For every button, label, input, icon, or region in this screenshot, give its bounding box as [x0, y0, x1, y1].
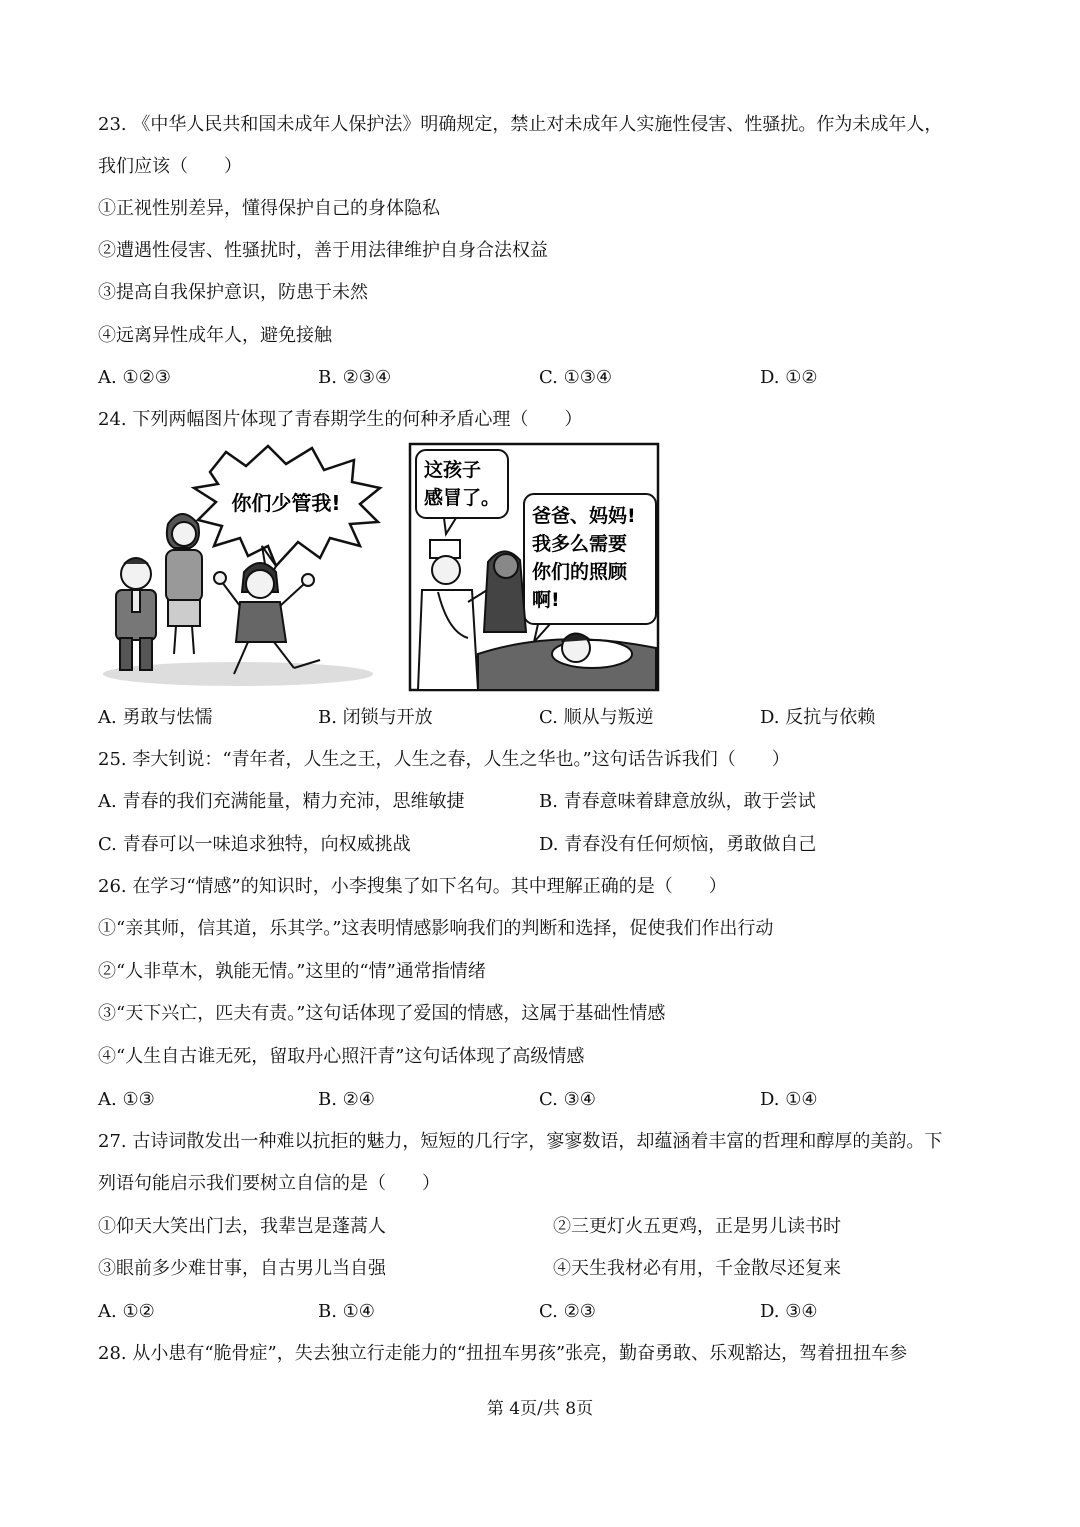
q25-stem: 25. 李大钊说：“青年者，人生之王，人生之春，人生之华也。”这句话告诉我们（ ）	[98, 749, 790, 770]
q23-stem-line1: 23. 《中华人民共和国未成年人保护法》明确规定，禁止对未成年人实施性侵害、性骚扰。作为未成年人，	[98, 114, 943, 135]
q23-item-4: ④远离异性成年人，避免接触	[98, 325, 332, 346]
q24-option-b: B. 闭锁与开放	[318, 707, 433, 728]
q26-option-a: A. ①③	[98, 1089, 155, 1110]
q25-option-c: C. 青春可以一味追求独特，向权威挑战	[98, 834, 411, 855]
q26-item-4: ④“人生自古谁无死，留取丹心照汗青”这句话体现了高级情感	[98, 1046, 585, 1067]
cartoon-right-image	[408, 442, 660, 692]
q23-item-3: ③提高自我保护意识，防患于未然	[98, 282, 368, 303]
q27-option-c: C. ②③	[539, 1301, 596, 1322]
q24-option-a: A. 勇敢与怯懦	[98, 707, 213, 728]
q26-option-d: D. ①④	[760, 1089, 818, 1110]
q27-option-a: A. ①②	[98, 1301, 155, 1322]
q23-option-d: D. ①②	[760, 367, 818, 388]
cartoon-right-child-line3: 你们的照顾	[532, 561, 628, 583]
q25-option-a: A. 青春的我们充满能量，精力充沛，思维敏捷	[98, 791, 465, 812]
q24-option-d: D. 反抗与依赖	[760, 707, 876, 728]
q27-item-4: ④天生我材必有用，千金散尽还复来	[553, 1258, 841, 1279]
cartoon-right-doctor-line2: 感冒了。	[424, 487, 501, 509]
page-footer: 第 4页/共 8页	[486, 1399, 594, 1419]
q28-stem-line1: 28. 从小患有“脆骨症”，失去独立行走能力的“扭扭车男孩”张亮，勤奋勇敢、乐观豁达，驾着扭扭车参	[98, 1343, 908, 1364]
q27-item-3: ③眼前多少难甘事，自古男儿当自强	[98, 1258, 386, 1279]
q26-item-2: ②“人非草木，孰能无情。”这里的“情”通常指情绪	[98, 961, 486, 982]
q27-item-2: ②三更灯火五更鸡，正是男儿读书时	[553, 1216, 841, 1237]
q26-option-b: B. ②④	[318, 1089, 375, 1110]
q26-option-c: C. ③④	[539, 1089, 596, 1110]
q24-option-c: C. 顺从与叛逆	[539, 707, 654, 728]
q23-stem-line2: 我们应该（ ）	[98, 156, 242, 177]
cartoon-left-image	[98, 442, 388, 692]
q27-option-b: B. ①④	[318, 1301, 375, 1322]
q26-item-3: ③“天下兴亡，匹夫有责。”这句话体现了爱国的情感，这属于基础性情感	[98, 1003, 666, 1024]
q27-option-d: D. ③④	[760, 1301, 818, 1322]
q27-stem-line2: 列语句能启示我们要树立自信的是（ ）	[98, 1173, 440, 1194]
cartoon-right-child-line1: 爸爸、妈妈!	[532, 505, 636, 527]
q23-item-2: ②遭遇性侵害、性骚扰时，善于用法律维护自身合法权益	[98, 240, 548, 261]
q23-item-1: ①正视性别差异，懂得保护自己的身体隐私	[98, 198, 440, 219]
q24-stem: 24. 下列两幅图片体现了青春期学生的何种矛盾心理（ ）	[98, 409, 583, 430]
q27-item-1: ①仰天大笑出门去，我辈岂是蓬蒿人	[98, 1216, 386, 1237]
q26-item-1: ①“亲其师，信其道，乐其学。”这表明情感影响我们的判断和选择，促使我们作出行动	[98, 918, 774, 939]
q25-option-d: D. 青春没有任何烦恼，勇敢做自己	[539, 834, 817, 855]
q26-stem: 26. 在学习“情感”的知识时，小李搜集了如下名句。其中理解正确的是（ ）	[98, 876, 727, 897]
q23-option-a: A. ①②③	[98, 367, 171, 388]
q23-option-c: C. ①③④	[539, 367, 612, 388]
cartoon-right-child-line4: 啊!	[532, 589, 560, 611]
q27-stem-line1: 27. 古诗词散发出一种难以抗拒的魅力，短短的几行字，寥寥数语，却蕴涵着丰富的哲理和醇厚的美韵。下	[98, 1131, 943, 1152]
q25-option-b: B. 青春意味着肆意放纵，敢于尝试	[539, 791, 816, 812]
cartoon-left-bubble-text: 你们少管我!	[231, 491, 341, 515]
q23-option-b: B. ②③④	[318, 367, 392, 388]
cartoon-right-doctor-line1: 这孩子	[424, 459, 482, 481]
cartoon-right-child-line2: 我多么需要	[532, 533, 628, 555]
